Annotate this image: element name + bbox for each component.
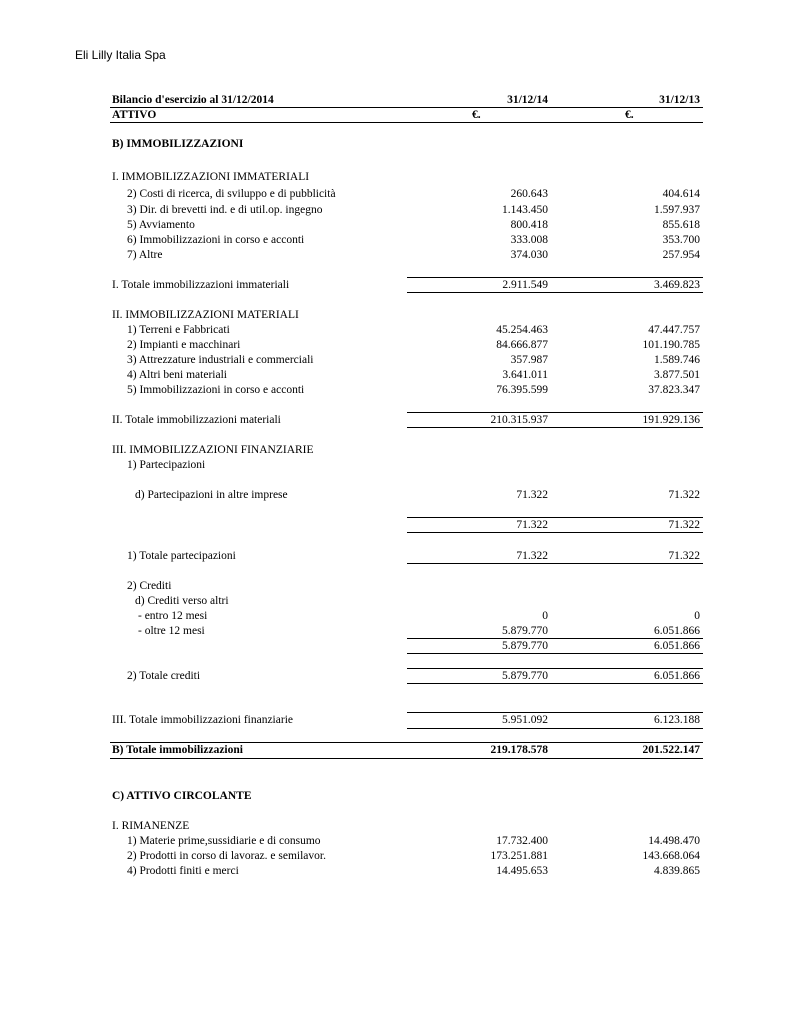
section-heading: [110, 789, 703, 803]
value-2013: 3.877.501: [654, 369, 700, 381]
row-label: 4) Altri beni materiali: [127, 369, 227, 381]
table-row: [110, 594, 703, 608]
table-row: [110, 323, 703, 337]
value-2014: 76.395.599: [496, 384, 548, 396]
value-2014: 357.987: [510, 354, 548, 366]
subtotal-row: [110, 639, 703, 653]
row-label: 2) Costi di ricerca, di sviluppo e di pubblicità: [127, 188, 336, 200]
table-row: [110, 834, 703, 848]
total-row: [110, 413, 703, 427]
row-label: 1) Terreni e Fabbricati: [127, 324, 230, 336]
row-label: 2) Totale crediti: [127, 670, 201, 682]
table-row: [110, 187, 703, 201]
value-2013: 71.322: [668, 550, 700, 562]
row-label: C) ATTIVO CIRCOLANTE: [112, 790, 252, 802]
value-2014: 219.178.578: [490, 744, 548, 756]
total-row: [110, 549, 703, 563]
value-2013: 3.469.823: [654, 279, 700, 291]
row-label: 3) Attrezzature industriali e commerciali: [127, 354, 314, 366]
total-rule: [407, 683, 703, 684]
value-2014: 84.666.877: [496, 339, 548, 351]
value-2014: 2.911.549: [502, 279, 548, 291]
attivo-label: ATTIVO: [112, 109, 157, 121]
subtotal-row: [110, 518, 703, 532]
row-label: - oltre 12 mesi: [138, 625, 205, 637]
row-label: 4) Prodotti finiti e merci: [127, 865, 239, 877]
total-rule: [407, 563, 703, 564]
table-row: [110, 368, 703, 382]
table-row: [110, 849, 703, 863]
value-2013: 143.668.064: [642, 850, 700, 862]
value-2014: 3.641.011: [502, 369, 548, 381]
table-row: [110, 864, 703, 878]
row-label: 1) Partecipazioni: [127, 459, 206, 471]
value-2013: 0: [694, 610, 700, 622]
total-rule: [407, 653, 703, 654]
subsection-heading: [110, 819, 703, 833]
row-label: 1) Totale partecipazioni: [127, 550, 236, 562]
value-2014: 5.879.770: [502, 640, 548, 652]
row-label: III. IMMOBILIZZAZIONI FINANZIARIE: [112, 444, 314, 456]
table-row: [110, 338, 703, 352]
value-2013: 101.190.785: [642, 339, 700, 351]
value-2014: 333.008: [510, 234, 548, 246]
table-row: [110, 203, 703, 217]
value-2013: 353.700: [662, 234, 700, 246]
value-2013: 6.051.866: [654, 625, 700, 637]
row-label: 2) Impianti e macchinari: [127, 339, 241, 351]
row-label: B) IMMOBILIZZAZIONI: [112, 138, 244, 150]
row-label: I. RIMANENZE: [112, 820, 190, 832]
value-2013: 1.597.937: [654, 204, 700, 216]
row-label: 5) Immobilizzazioni in corso e acconti: [127, 384, 305, 396]
value-2014: 1.143.450: [502, 204, 548, 216]
row-label: d) Crediti verso altri: [135, 595, 229, 607]
subsection-heading: [110, 308, 703, 322]
value-2014: 71.322: [516, 550, 548, 562]
row-label: II. IMMOBILIZZAZIONI MATERIALI: [112, 309, 299, 321]
table-row: [110, 609, 703, 623]
value-2014: 0: [542, 610, 548, 622]
currency-col2: €.: [625, 109, 634, 121]
value-2013: 855.618: [662, 219, 700, 231]
total-rule: [407, 728, 703, 729]
value-2013: 404.614: [662, 188, 700, 200]
value-2013: 47.447.757: [648, 324, 700, 336]
table-row: [110, 383, 703, 397]
header-row: [110, 93, 703, 107]
value-2013: 6.051.866: [654, 640, 700, 652]
divider: [110, 122, 703, 123]
col2-header: 31/12/13: [659, 94, 700, 106]
value-2013: 71.322: [668, 489, 700, 501]
total-rule: [407, 292, 703, 293]
table-row: [110, 353, 703, 367]
value-2014: 5.879.770: [502, 625, 548, 637]
subsection-heading: [110, 443, 703, 457]
value-2013: 6.051.866: [654, 670, 700, 682]
table-row: [110, 488, 703, 502]
value-2014: 374.030: [510, 249, 548, 261]
value-2014: 71.322: [516, 519, 548, 531]
table-row: [110, 579, 703, 593]
row-label: 2) Prodotti in corso di lavoraz. e semilavor.: [127, 850, 326, 862]
row-label: II. Totale immobilizzazioni materiali: [112, 414, 281, 426]
row-label: 2) Crediti: [127, 580, 172, 592]
currency-col1: €.: [472, 109, 481, 121]
table-row: [110, 233, 703, 247]
value-2014: 210.315.937: [490, 414, 548, 426]
value-2013: 4.839.865: [654, 865, 700, 877]
value-2013: 14.498.470: [648, 835, 700, 847]
row-label: III. Totale immobilizzazioni finanziarie: [112, 714, 293, 726]
value-2013: 257.954: [662, 249, 700, 261]
table-row: [110, 624, 703, 638]
value-2014: 800.418: [510, 219, 548, 231]
total-row: [110, 278, 703, 292]
row-label: I. IMMOBILIZZAZIONI IMMATERIALI: [112, 171, 310, 183]
grand-total-row: [110, 743, 703, 757]
row-label: 3) Dir. di brevetti ind. e di util.op. ingegno: [127, 204, 323, 216]
value-2013: 201.522.147: [642, 744, 700, 756]
section-heading: [110, 137, 703, 151]
value-2014: 45.254.463: [496, 324, 548, 336]
value-2014: 14.495.653: [496, 865, 548, 877]
row-label: 1) Materie prime,sussidiarie e di consumo: [127, 835, 321, 847]
grand-total-rule: [110, 758, 703, 759]
col1-header: 31/12/14: [507, 94, 548, 106]
company-name: Eli Lilly Italia Spa: [75, 48, 166, 62]
row-label: 5) Avviamento: [127, 219, 195, 231]
value-2014: 71.322: [516, 489, 548, 501]
table-row: [110, 218, 703, 232]
value-2014: 5.879.770: [502, 670, 548, 682]
value-2014: 260.643: [510, 188, 548, 200]
total-row: [110, 669, 703, 683]
subsection-heading: [110, 170, 703, 184]
table-row: [110, 458, 703, 472]
value-2013: 191.929.136: [642, 414, 700, 426]
value-2013: 37.823.347: [648, 384, 700, 396]
row-label: d) Partecipazioni in altre imprese: [135, 489, 288, 501]
attivo-row: [110, 108, 703, 122]
value-2013: 71.322: [668, 519, 700, 531]
total-row: [110, 713, 703, 727]
value-2014: 17.732.400: [496, 835, 548, 847]
value-2014: 173.251.881: [490, 850, 548, 862]
value-2013: 1.589.746: [654, 354, 700, 366]
row-label: - entro 12 mesi: [138, 610, 208, 622]
row-label: B) Totale immobilizzazioni: [112, 744, 243, 756]
row-label: 6) Immobilizzazioni in corso e acconti: [127, 234, 305, 246]
row-label: 7) Altre: [127, 249, 163, 261]
total-rule: [407, 532, 703, 533]
row-label: I. Totale immobilizzazioni immateriali: [112, 279, 290, 291]
table-row: [110, 248, 703, 262]
total-rule: [407, 427, 703, 428]
value-2013: 6.123.188: [654, 714, 700, 726]
sheet-title: Bilancio d'esercizio al 31/12/2014: [112, 94, 274, 106]
value-2014: 5.951.092: [502, 714, 548, 726]
